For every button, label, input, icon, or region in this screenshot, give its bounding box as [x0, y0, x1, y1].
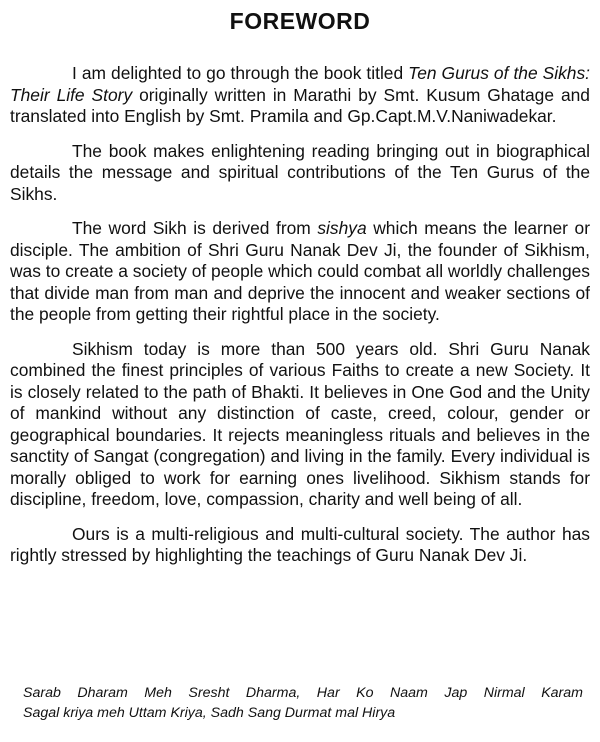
verse-line-2: Sagal kriya meh Uttam Kriya, Sadh Sang Durmat mal Hirya [23, 705, 396, 721]
verse-line-1: Sarab Dharam Meh Sresht Dharma, Har Ko Naam Jap Nirmal Karam [23, 685, 583, 701]
paragraph-1 [10, 63, 590, 128]
paragraph-1-text-b: originally written in Marathi by Smt. Kusum Ghatage and translated into English by Smt. Pramila and Gp.Capt.M.V.Naniwadekar. [10, 84, 590, 126]
paragraph-3 [10, 218, 590, 326]
sishya-term: sishya [317, 218, 367, 238]
book-title: Ten Gurus of the Sikhs: Their Life Story [10, 63, 590, 105]
paragraph-5: Ours is a multi-religious and multi-cultural society. The author has rightly stressed by highlighting the teachings of Guru Nanak Dev Ji. [10, 523, 590, 565]
verse-quote [23, 683, 583, 723]
paragraph-3-text-b: which means the learner or disciple. The ambition of Shri Guru Nanak Dev Ji, the founder of Sikhism, was to create a society of people which could combat all worldly challenges that divide man from man and deprive the innocent and weaker sections of the people from getting their rightful place in the society. [10, 218, 590, 324]
paragraph-3-text-a: The word Sikh is derived from [72, 218, 318, 238]
foreword-body [10, 63, 590, 580]
paragraph-4: Sikhism today is more than 500 years old. Shri Guru Nanak combined the finest principles of various Faiths to create a new Society. It is closely related to the path of Bhakti. It believes in One God and the Unity of mankind without any distinction of caste, creed, colour, gender or geographical boundaries. It rejects meaningless rituals and believes in the sanctity of Sangat (congregation) and living in the family. Every individual is morally obliged to work for earning ones livelihood. Sikhism stands for discipline, freedom, love, compassion, charity and well being of all. [10, 338, 590, 509]
paragraph-1-text-a: I am delighted to go through the book titled [72, 63, 409, 83]
page-title: FOREWORD [229, 8, 371, 34]
paragraph-2: The book makes enlightening reading bringing out in biographical details the message and spiritual contributions of the Ten Gurus of the Sikhs. [10, 140, 590, 204]
